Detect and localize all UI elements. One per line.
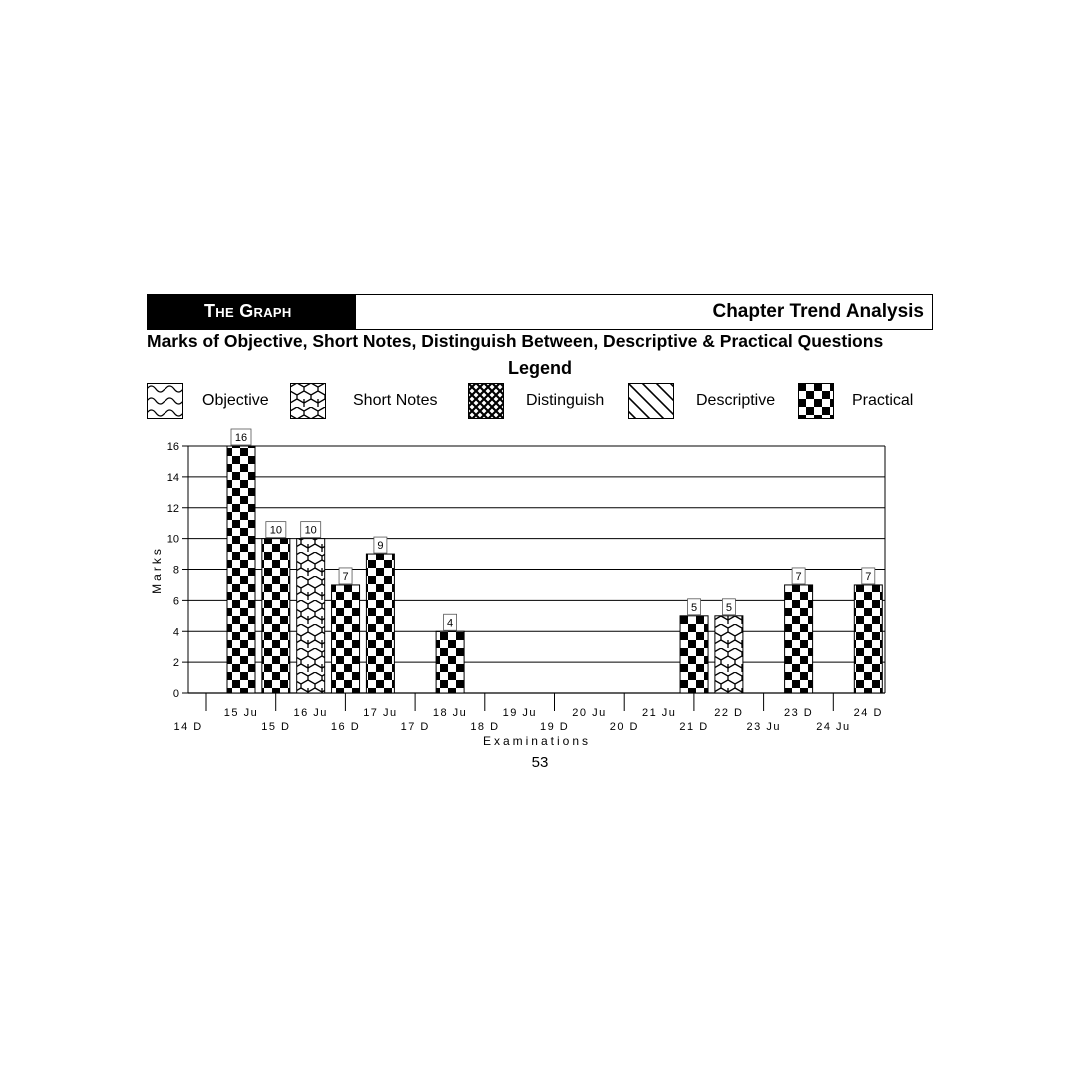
y-tick-label-2: 2 [172,657,179,670]
y-tick-label-10: 10 [166,533,179,546]
data-label-practical-17-ju: 9 [377,540,384,553]
y-axis-label: Marks [150,546,164,594]
data-label-practical-18-ju: 4 [447,617,454,630]
legend-title: Legend [507,358,572,378]
x-tick-label-22-d: 22 D [714,707,744,719]
x-tick-label-23-d: 23 D [783,707,814,719]
x-tick-label-15-ju: 15 Ju [223,707,259,719]
x-tick-label-21-ju: 21 Ju [641,707,677,719]
y-tick-label-16: 16 [166,441,179,453]
x-tick-label-19-d: 19 D [540,721,570,733]
x-tick-label-19-ju: 19 Ju [502,707,538,719]
y-tick-label-0: 0 [172,688,179,700]
x-tick-label-20-ju: 20 Ju [572,707,607,719]
x-tick-label-18-ju: 18 Ju [432,707,468,719]
y-tick-label-12: 12 [166,502,179,515]
bar-short-notes-16-ju [297,539,325,693]
x-tick-label-18-d: 18 D [470,721,500,733]
bar-practical-18-ju [436,631,464,693]
data-label-practical-23-d: 7 [795,570,802,583]
x-tick-label-23-ju: 23 Ju [746,721,781,733]
chapter-title: Chapter Trend Analysis [712,301,924,322]
chart-subtitle: Marks of Objective, Short Notes, Distinguish Between, Descriptive & Practical Questions [147,331,884,351]
x-axis-label: Examinations [482,734,592,748]
y-tick-label-6: 6 [172,595,179,608]
data-label-practical-21-d: 5 [690,601,698,614]
y-tick-label-14: 14 [166,471,179,484]
page-number: 53 [531,754,549,771]
data-label-practical-15-ju: 16 [234,432,248,444]
legend-label-distinguish: Distinguish [526,392,605,409]
data-label-short-notes-22-d: 5 [725,601,732,614]
data-label-practical-15-d: 10 [269,524,282,537]
x-tick-label-15-d: 15 D [261,721,291,733]
x-tick-label-14-d: 14 D [173,721,203,733]
bar-practical-16-d [332,585,360,693]
legend-label-descriptive: Descriptive [696,392,776,409]
legend-label-short-notes: Short Notes [353,392,438,409]
x-tick-label-16-ju: 16 Ju [293,707,328,719]
bar-practical-24-d [854,585,882,693]
x-tick-label-17-ju: 17 Ju [363,707,398,719]
x-tick-label-20-d: 20 D [609,721,639,733]
section-tag: The Graph [148,295,356,329]
x-tick-label-24-ju: 24 Ju [816,721,851,733]
bar-practical-15-ju [227,446,255,693]
y-tick-label-4: 4 [172,626,179,639]
x-tick-label-24-d: 24 D [853,707,883,719]
legend-label-objective: Objective [202,392,269,409]
data-label-short-notes-16-ju: 10 [304,524,317,537]
legend-label-practical: Practical [852,392,914,409]
data-label-practical-24-d: 7 [865,570,872,583]
bar-practical-17-ju [366,554,394,693]
bar-practical-21-d [680,616,708,693]
x-tick-label-17-d: 17 D [400,721,430,733]
data-label-practical-16-d: 7 [342,570,349,583]
x-tick-label-21-d: 21 D [679,721,709,733]
bar-short-notes-22-d [715,616,743,693]
y-tick-label-8: 8 [172,564,179,577]
bar-practical-15-d [262,539,290,693]
x-tick-label-16-d: 16 D [330,721,361,733]
bar-practical-23-d [785,585,813,693]
